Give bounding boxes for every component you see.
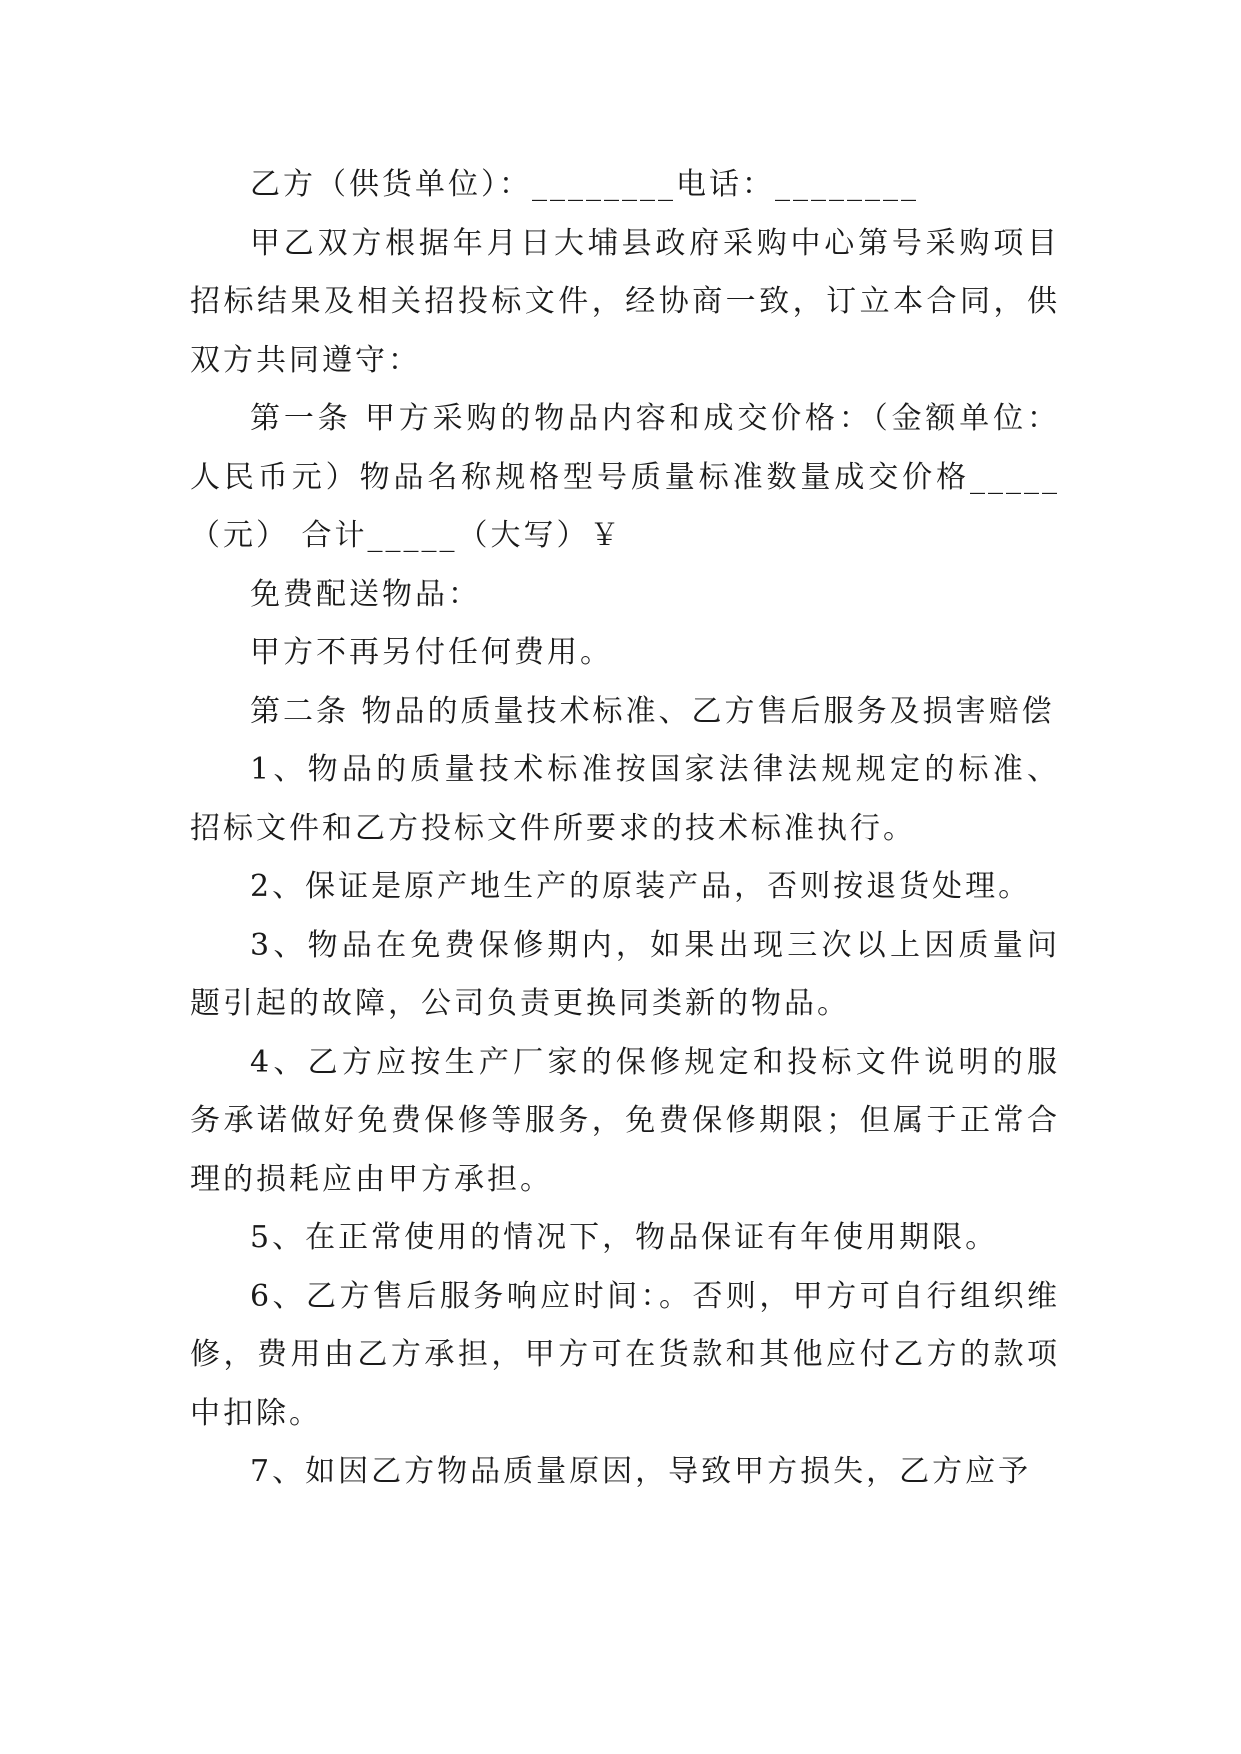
clause-1: 1、物品的质量技术标准按国家法律法规规定的标准、招标文件和乙方投标文件所要求的技术标准执行。 <box>190 752 1060 846</box>
article-one: 第一条 甲方采购的物品内容和成交价格：（金额单位：人民币元）物品名称规格型号质量标准数量成交价格_____（元） 合计_____（大写）￥ <box>190 401 1060 553</box>
clause-6: 6、乙方售后服务响应时间：。否则，甲方可自行组织维修，费用由乙方承担，甲方可在货款和其他应付乙方的款项中扣除。 <box>190 1278 1060 1431</box>
supplier-line: 乙方（供货单位）：________电话：________ <box>250 167 919 202</box>
clause-2: 2、保证是原产地生产的原装产品，否则按退货处理。 <box>250 869 1032 904</box>
no-extra-fee: 甲方不再另付任何费用。 <box>250 635 613 670</box>
clause-3: 3、物品在免费保修期内，如果出现三次以上因质量问题引起的故障，公司负责更换同类新的物品。 <box>190 927 1060 1021</box>
contract-preamble: 甲乙双方根据年月日大埔县政府采购中心第号采购项目招标结果及相关招投标文件，经协商一致，订立本合同，供双方共同遵守： <box>190 225 1060 378</box>
clause-4: 4、乙方应按生产厂家的保修规定和投标文件说明的服务承诺做好免费保修等服务，免费保修期限；但属于正常合理的损耗应由甲方承担。 <box>190 1044 1060 1197</box>
free-delivery-items: 免费配送物品： <box>250 576 481 612</box>
contract-body <box>190 156 1060 1502</box>
article-two-heading: 第二条 物品的质量技术标准、乙方售后服务及损害赔偿 <box>250 693 1055 729</box>
clause-7: 7、如因乙方物品质量原因，导致甲方损失，乙方应予 <box>250 1454 1032 1489</box>
clause-5: 5、在正常使用的情况下，物品保证有年使用期限。 <box>250 1220 999 1255</box>
